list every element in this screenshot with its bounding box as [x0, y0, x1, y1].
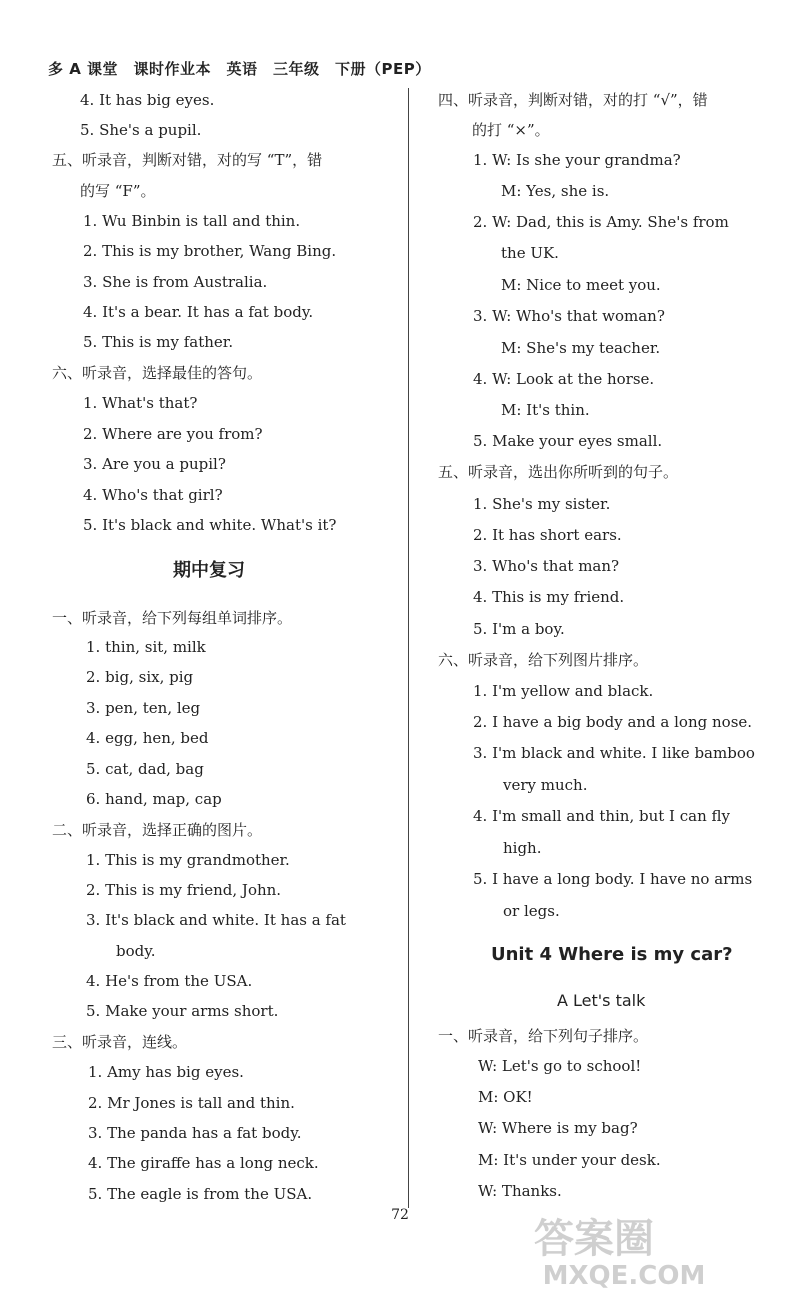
page-header: 多 A 课堂 课时作业本 英语 三年级 下册（PEP） [48, 60, 431, 78]
question-item: 5. The eagle is from the USA. [88, 1185, 313, 1203]
question-item: 1. She's my sister. [473, 495, 611, 513]
question-item: 5. This is my father. [83, 333, 234, 351]
question-item: 4. It's a bear. It has a fat body. [83, 303, 314, 321]
dialogue-item: 3. W: Who's that woman? [473, 307, 665, 325]
question-item: 1. I'm yellow and black. [473, 682, 654, 700]
question-item: 3. Who's that man? [473, 557, 620, 575]
question-item: 2. This is my brother, Wang Bing. [83, 242, 337, 260]
question-item: 2. I have a big body and a long nose. [473, 713, 753, 731]
question-item: 4. The giraffe has a long neck. [88, 1154, 319, 1172]
dialogue-item: 2. W: Dad, this is Amy. She's from [473, 213, 729, 231]
question-item: 1. Wu Binbin is tall and thin. [83, 212, 301, 230]
question-item: 5. cat, dad, bag [86, 760, 204, 778]
question-item: 2. Mr Jones is tall and thin. [88, 1094, 295, 1112]
question-item: 1. Amy has big eyes. [88, 1063, 244, 1081]
question-item: 5. It's black and white. What's it? [83, 516, 337, 534]
question-item: 3. The panda has a fat body. [88, 1124, 302, 1142]
question-item: 3. Are you a pupil? [83, 455, 226, 473]
question-item-cont: very much. [503, 776, 588, 794]
section-heading-cont: 的打 “×”。 [472, 121, 550, 139]
question-item: 3. I'm black and white. I like bamboo [473, 744, 755, 762]
watermark-url: MXQE.COM [542, 1261, 706, 1288]
section-heading: 五、听录音，判断对错，对的写 “T”，错 [52, 151, 323, 169]
watermark-text: 答案圈 [534, 1216, 654, 1262]
question-item: 5. Make your eyes small. [473, 432, 663, 450]
dialogue-line: M: It's thin. [501, 401, 590, 419]
question-item: 1. What's that? [83, 394, 198, 412]
question-item: 1. thin, sit, milk [86, 638, 206, 656]
section-heading: 四、听录音，判断对错，对的打 “√”，错 [438, 91, 708, 109]
section-heading: 五、听录音，选出你所听到的句子。 [438, 463, 679, 481]
question-item-cont: or legs. [503, 902, 560, 920]
dialogue-line: W: Let's go to school! [478, 1057, 642, 1075]
question-item: 4. egg, hen, bed [86, 729, 209, 747]
section-heading: 六、听录音，选择最佳的答句。 [52, 364, 263, 382]
question-item: 2. It has short ears. [473, 526, 622, 544]
question-item: 4. Who's that girl? [83, 486, 223, 504]
dialogue-line: M: It's under your desk. [478, 1151, 661, 1169]
midterm-review-title: 期中复习 [173, 560, 245, 581]
section-heading: 一、听录音，给下列句子排序。 [438, 1027, 649, 1045]
watermark-logo [424, 1208, 784, 1288]
question-item: 5. I have a long body. I have no arms [473, 870, 753, 888]
question-item: 2. big, six, pig [86, 668, 194, 686]
dialogue-line: W: Where is my bag? [478, 1119, 638, 1137]
section-heading: 一、听录音，给下列每组单词排序。 [52, 609, 293, 627]
lesson-title: A Let's talk [557, 991, 646, 1010]
column-divider [408, 88, 409, 1208]
dialogue-line: M: Yes, she is. [501, 182, 610, 200]
question-item: 5. She's a pupil. [80, 121, 202, 139]
question-item: 5. I'm a boy. [473, 620, 565, 638]
dialogue-line: the UK. [501, 244, 559, 262]
dialogue-item: 4. W: Look at the horse. [473, 370, 655, 388]
section-heading: 六、听录音，给下列图片排序。 [438, 651, 649, 669]
question-item: 5. Make your arms short. [86, 1002, 279, 1020]
dialogue-line: W: Thanks. [478, 1182, 562, 1200]
dialogue-item: 1. W: Is she your grandma? [473, 151, 681, 169]
question-item: 3. pen, ten, leg [86, 699, 201, 717]
dialogue-line: M: Nice to meet you. [501, 276, 661, 294]
question-item: 2. Where are you from? [83, 425, 263, 443]
question-item-cont: body. [116, 942, 156, 960]
question-item: 3. It's black and white. It has a fat [86, 911, 346, 929]
question-item: 1. This is my grandmother. [86, 851, 290, 869]
question-item: 4. It has big eyes. [80, 91, 215, 109]
question-item: 4. He's from the USA. [86, 972, 253, 990]
section-heading: 二、听录音，选择正确的图片。 [52, 821, 263, 839]
question-item: 3. She is from Australia. [83, 273, 268, 291]
dialogue-line: M: She's my teacher. [501, 339, 661, 357]
dialogue-line: M: OK! [478, 1088, 533, 1106]
question-item: 6. hand, map, cap [86, 790, 222, 808]
page-number: 72 [391, 1207, 409, 1223]
question-item-cont: high. [503, 839, 542, 857]
question-item: 4. This is my friend. [473, 588, 625, 606]
question-item: 2. This is my friend, John. [86, 881, 282, 899]
section-heading: 三、听录音，连线。 [52, 1033, 188, 1051]
section-heading-cont: 的写 “F”。 [80, 182, 156, 200]
unit-title: Unit 4 Where is my car? [491, 944, 733, 965]
question-item: 4. I'm small and thin, but I can fly [473, 807, 731, 825]
